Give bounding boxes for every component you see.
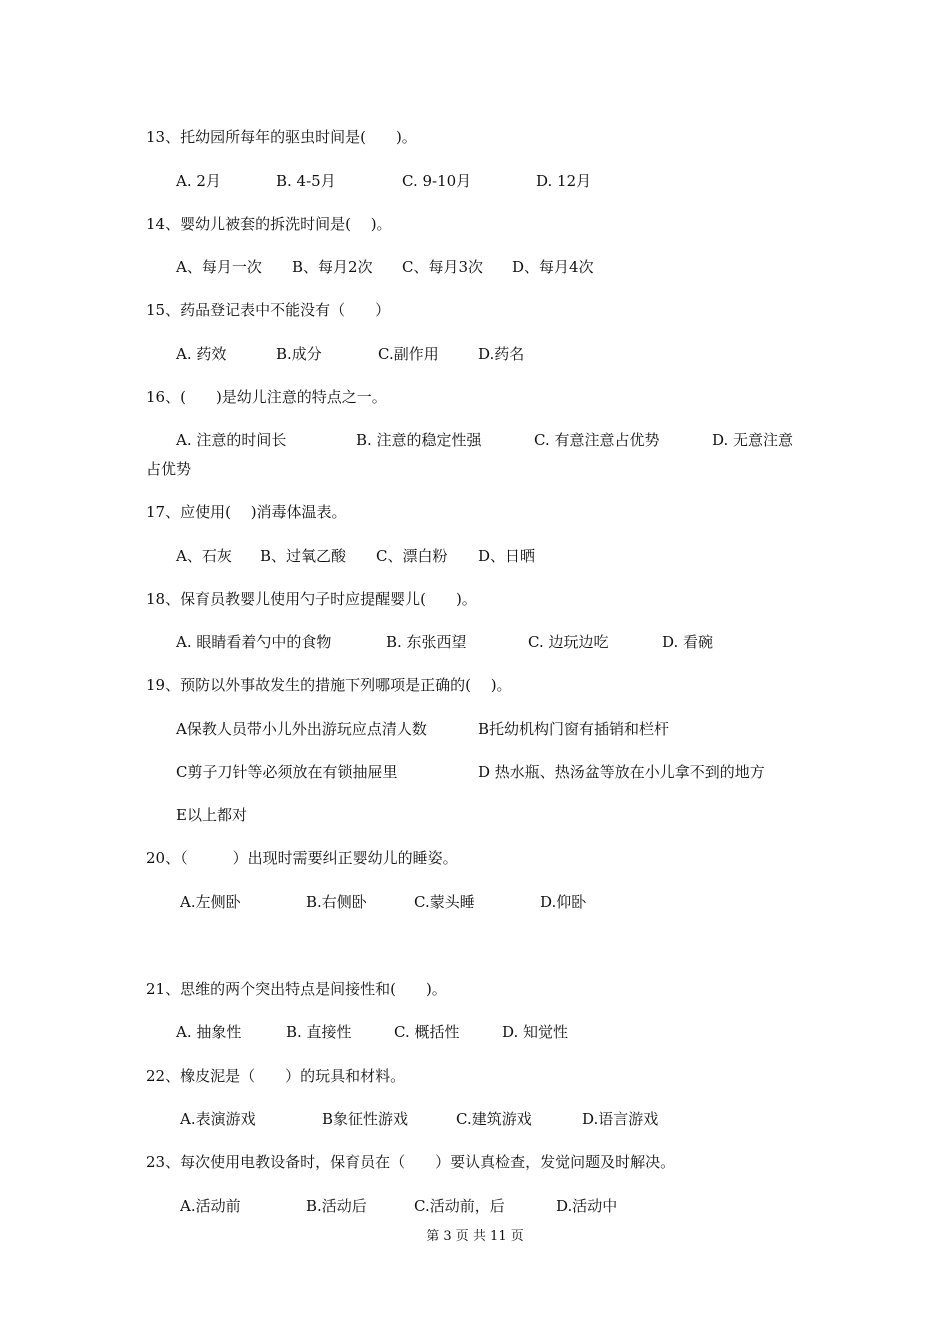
- question-15-options: [176, 344, 776, 364]
- option-b: B.活动后: [306, 1197, 367, 1215]
- option-c: C剪子刀针等必须放在有锁抽屉里: [176, 763, 398, 781]
- option-d: D、日晒: [478, 547, 536, 565]
- question-17-options: [176, 546, 776, 566]
- question-20-options: [176, 892, 776, 912]
- option-d: D.药名: [478, 345, 525, 363]
- option-b: B.成分: [276, 345, 322, 363]
- option-d: D.语言游戏: [582, 1110, 659, 1128]
- option-d: D. 知觉性: [502, 1023, 569, 1041]
- option-b: B托幼机构门窗有插销和栏杆: [478, 720, 670, 738]
- question-22-stem: 22、橡皮泥是（ ）的玩具和材料。: [146, 1067, 406, 1085]
- question-15-stem: 15、药品登记表中不能没有（ ）: [146, 301, 391, 319]
- option-c: C. 概括性: [394, 1023, 460, 1041]
- option-c: C.活动前，后: [414, 1197, 505, 1215]
- question-13-options: [176, 171, 776, 191]
- option-b: B、过氧乙酸: [260, 547, 347, 565]
- option-d: D.仰卧: [540, 893, 587, 911]
- option-b: B. 注意的稳定性强: [356, 431, 482, 449]
- option-c: C. 边玩边吃: [528, 633, 609, 651]
- question-18-options: [176, 632, 776, 652]
- option-a: A. 药效: [176, 345, 227, 363]
- option-c: C.副作用: [378, 345, 439, 363]
- question-16-stem: 16、( )是幼儿注意的特点之一。: [146, 388, 387, 406]
- question-22-options: [176, 1109, 776, 1129]
- question-19-options-row-2: [176, 762, 816, 782]
- option-a: A、每月一次: [176, 258, 262, 276]
- question-17-stem: 17、应使用( )消毒体温表。: [146, 503, 347, 521]
- option-a: A.左侧卧: [180, 893, 241, 911]
- option-a: A保教人员带小儿外出游玩应点清人数: [176, 720, 427, 738]
- option-c: C、漂白粉: [376, 547, 448, 565]
- option-d: D.活动中: [556, 1197, 618, 1215]
- question-14-options: [176, 257, 776, 277]
- question-16-option-d-continued: 占优势: [146, 460, 192, 478]
- option-a: A. 注意的时间长: [176, 431, 287, 449]
- option-b: B.右侧卧: [306, 893, 367, 911]
- option-c: C.建筑游戏: [456, 1110, 532, 1128]
- option-a: A.活动前: [180, 1197, 241, 1215]
- question-21-stem: 21、思维的两个突出特点是间接性和( )。: [146, 980, 447, 998]
- question-19-options-row-1: [176, 719, 816, 739]
- option-a: A.表演游戏: [180, 1110, 256, 1128]
- option-b: B. 东张西望: [386, 633, 467, 651]
- option-b: B象征性游戏: [322, 1110, 409, 1128]
- option-d: D、每月4次: [512, 258, 594, 276]
- option-a: A. 抽象性: [176, 1023, 242, 1041]
- option-a: A. 2月: [176, 172, 221, 190]
- option-a: A、石灰: [176, 547, 232, 565]
- option-b: B. 直接性: [286, 1023, 352, 1041]
- question-18-stem: 18、保育员教婴儿使用勺子时应提醒婴儿( )。: [146, 590, 477, 608]
- option-c: C.蒙头睡: [414, 893, 475, 911]
- question-13-stem: 13、托幼园所每年的驱虫时间是( )。: [146, 128, 417, 146]
- option-c: C. 有意注意占优势: [534, 431, 660, 449]
- option-e: E以上都对: [176, 806, 247, 824]
- option-c: C. 9-10月: [402, 172, 472, 190]
- option-d: D 热水瓶、热汤盆等放在小儿拿不到的地方: [478, 763, 765, 781]
- question-21-options: [176, 1022, 776, 1042]
- option-b: B、每月2次: [292, 258, 373, 276]
- question-23-stem: 23、每次使用电教设备时，保育员在（ ）要认真检查，发觉问题及时解决。: [146, 1153, 676, 1171]
- option-d: D. 12月: [536, 172, 592, 190]
- option-c: C、每月3次: [402, 258, 484, 276]
- question-23-options: [176, 1196, 776, 1216]
- option-a: A. 眼睛看着勺中的食物: [176, 633, 332, 651]
- option-b: B. 4-5月: [276, 172, 336, 190]
- question-19-stem: 19、预防以外事故发生的措施下列哪项是正确的( )。: [146, 676, 512, 694]
- question-14-stem: 14、婴幼儿被套的拆洗时间是( )。: [146, 215, 392, 233]
- question-20-stem: 20、（ ）出现时需要纠正婴幼儿的睡姿。: [146, 849, 458, 867]
- page-number-footer: 第 3 页 共 11 页: [426, 1229, 524, 1244]
- option-d: D. 无意注意: [712, 431, 794, 449]
- option-d: D. 看碗: [662, 633, 714, 651]
- question-16-options: [176, 430, 816, 450]
